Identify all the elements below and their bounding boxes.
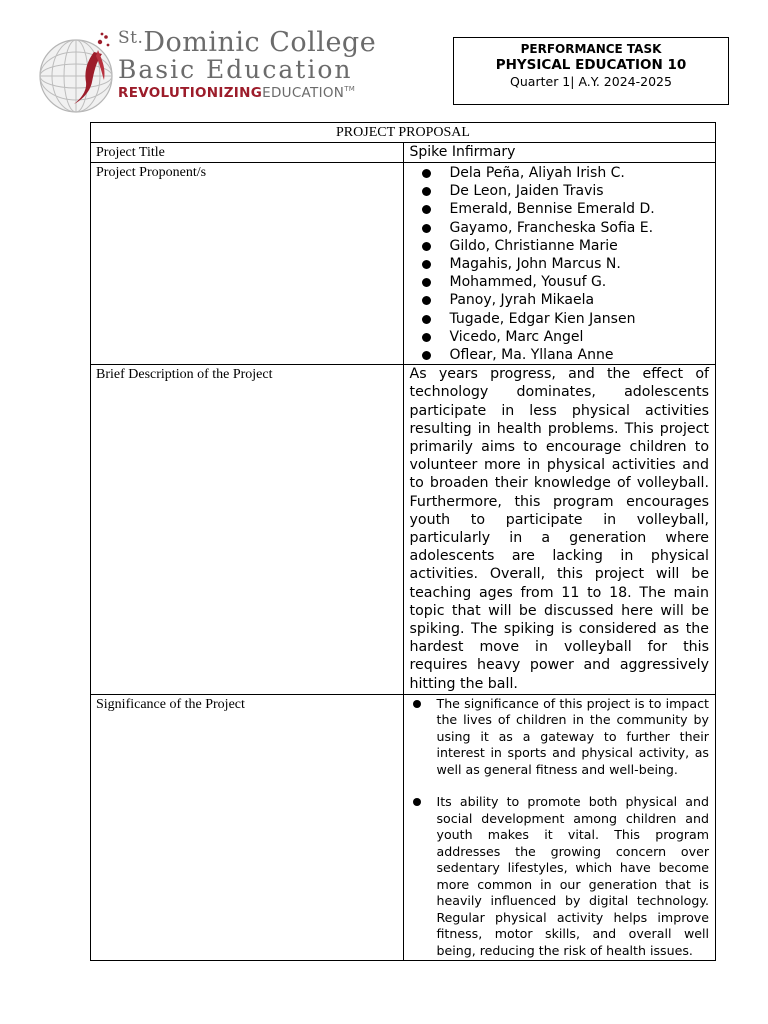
logo-tagline-a: REVOLUTIONIZING xyxy=(118,85,263,101)
logo-tm: TM xyxy=(344,85,356,93)
proponents-label: Project Proponent/s xyxy=(91,163,404,365)
list-item: Emerald, Bennise Emerald D. xyxy=(418,200,716,218)
list-item: Gayamo, Francheska Sofia E. xyxy=(418,219,716,237)
list-item: Oflear, Ma. Yllana Anne xyxy=(418,346,716,364)
significance-list xyxy=(410,696,710,960)
title-value: Spike Infirmary xyxy=(403,143,716,163)
list-item: Magahis, John Marcus N. xyxy=(418,255,716,273)
school-logo xyxy=(36,22,377,114)
table-row xyxy=(91,143,716,163)
list-item: The significance of this project is to impact the lives of children in the community by using it as a gateway to further their interest in sports and physical activity, as well as general fitness and well-being. xyxy=(410,696,710,779)
globe-emblem-icon xyxy=(36,30,122,116)
task-line2: PHYSICAL EDUCATION 10 xyxy=(495,57,687,73)
performance-task-box xyxy=(453,37,729,105)
logo-line1: Dominic College xyxy=(143,27,377,58)
table-row xyxy=(91,163,716,365)
list-item: De Leon, Jaiden Travis xyxy=(418,182,716,200)
proponents-cell xyxy=(403,163,716,365)
list-item: Tugade, Edgar Kien Jansen xyxy=(418,310,716,328)
list-item: Panoy, Jyrah Mikaela xyxy=(418,291,716,309)
logo-prefix: St. xyxy=(118,28,144,48)
title-label: Project Title xyxy=(91,143,404,163)
table-row xyxy=(91,694,716,961)
description-text: As years progress, and the effect of technology dominates, adolescents participate in less physical activities resulting in health problems. This project primarily aims to encourage children to volunteer more in physical activities and to broaden their knowledge of volleyball. Furthermore, this program encourages youth to participate in volleyball, particularly in a generation where adolescents are lacking in physical activities. Overall, this project will be teaching ages from 11 to 18. The main topic that will be discussed here will be spiking. The spiking is considered as the hardest move in volleyball for this requires heavy power and aggressively hitting the ball. xyxy=(409,366,709,692)
list-item: Vicedo, Marc Angel xyxy=(418,328,716,346)
proponents-list xyxy=(404,164,716,364)
list-item: Its ability to promote both physical and social development among children and youth makes it vital. This program addresses the growing concern over sedentary lifestyles, which have become more common in our generation that is heavily influenced by digital technology. Regular physical activity helps improve fitness, motor skills, and overall well being, reducing the risk of health issues. xyxy=(410,794,710,959)
description-cell xyxy=(403,365,716,695)
project-proposal-table xyxy=(90,122,716,961)
description-label: Brief Description of the Project xyxy=(91,365,404,695)
logo-wordmark xyxy=(118,24,376,101)
task-line3: Quarter 1| A.Y. 2024-2025 xyxy=(510,74,672,89)
list-item: Mohammed, Yousuf G. xyxy=(418,273,716,291)
logo-line2: Basic Education xyxy=(118,55,353,84)
significance-label: Significance of the Project xyxy=(91,694,404,961)
table-heading: PROJECT PROPOSAL xyxy=(91,123,716,143)
significance-cell xyxy=(403,694,716,961)
list-item: Gildo, Christianne Marie xyxy=(418,237,716,255)
task-line1: PERFORMANCE TASK xyxy=(520,42,662,56)
table-row xyxy=(91,365,716,695)
list-item: Dela Peña, Aliyah Irish C. xyxy=(418,164,716,182)
logo-tagline-b: EDUCATION xyxy=(262,85,345,101)
table-header-row xyxy=(91,123,716,143)
